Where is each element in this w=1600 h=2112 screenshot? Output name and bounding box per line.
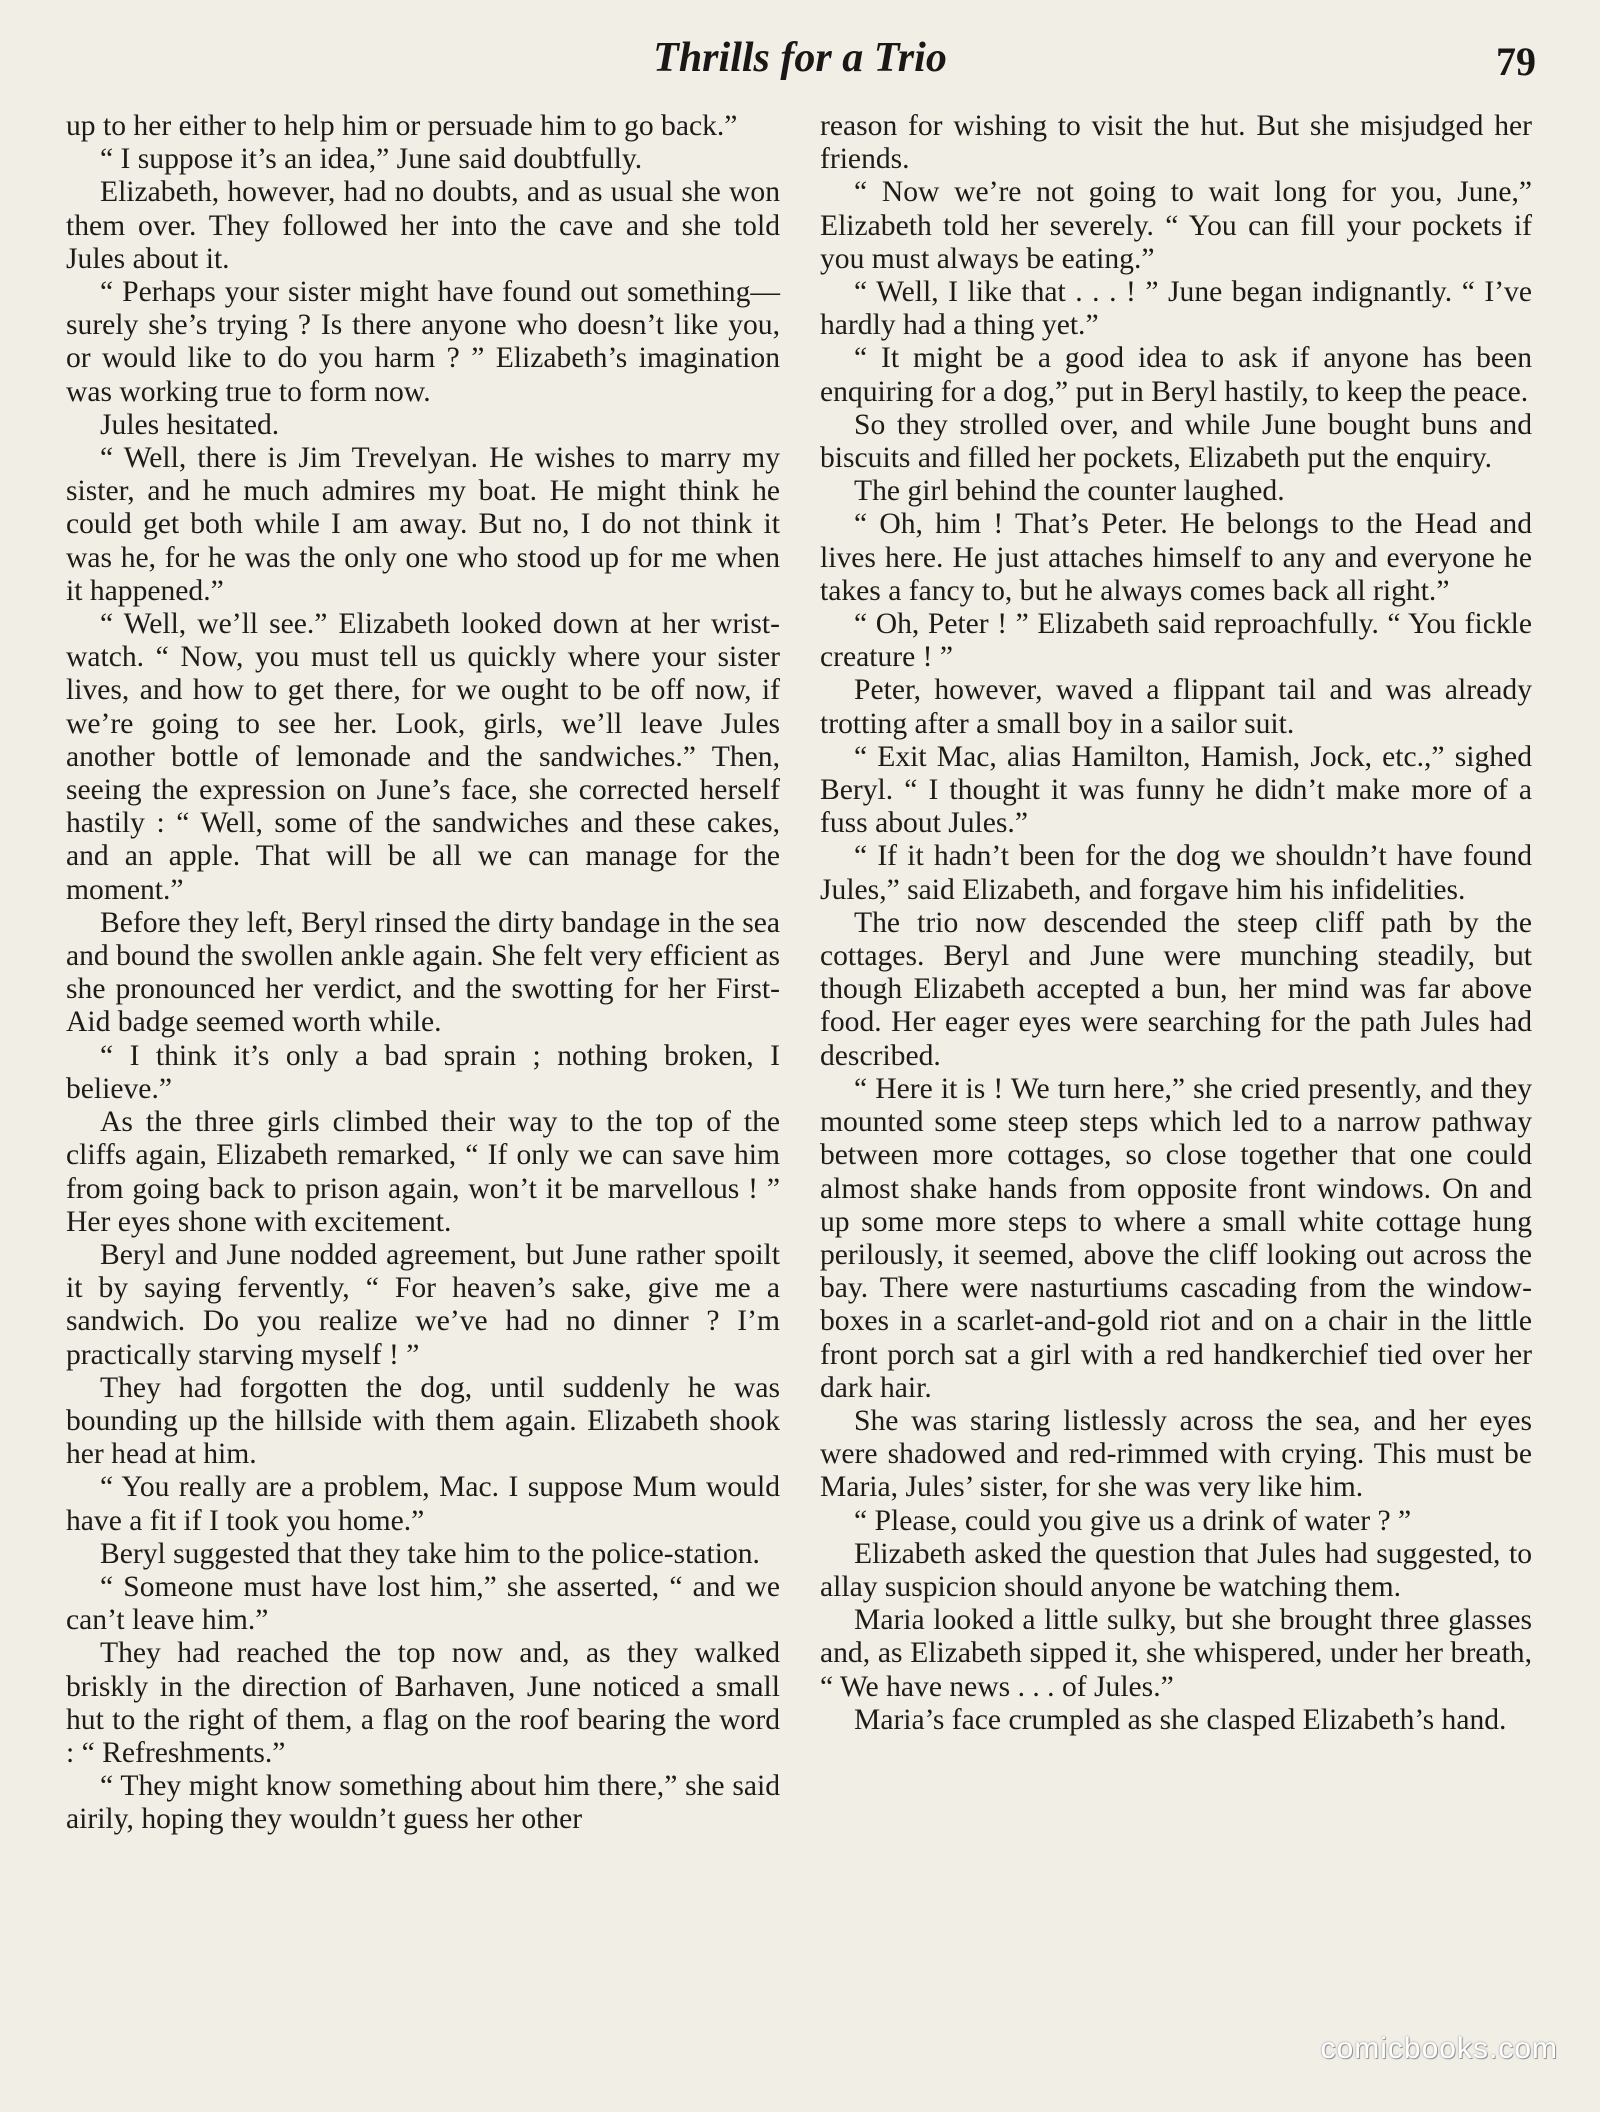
running-title: Thrills for a Trio <box>653 35 947 81</box>
paragraph: “ Please, could you give us a drink of water ? ” <box>854 1504 1412 1537</box>
paragraph: “ Now we’re not going to wait long for you, June,” Elizabeth told her severely. “ You can fill your pockets if you must always be eating.” <box>820 176 1532 275</box>
paragraph: “ Exit Mac, alias Hamilton, Hamish, Jock, etc.,” sighed Beryl. “ I thought it was funny he didn’t make more of a fuss about Jules.” <box>820 740 1532 840</box>
paragraph: “ I think it’s only a bad sprain ; nothing broken, I believe.” <box>66 1039 780 1105</box>
paragraph: The girl behind the counter laughed. <box>854 475 1285 508</box>
paragraph: Peter, however, waved a flippant tail and was already trotting after a small boy in a sailor suit. <box>820 674 1532 740</box>
paragraph: Beryl and June nodded agreement, but June rather spoilt it by saying fervently, “ For heaven’s sake, give me a sandwich. Do you realize we’ve had no dinner ? I’m practically starving myself ! ” <box>66 1238 780 1371</box>
paragraph: “ You really are a problem, Mac. I suppose Mum would have a fit if I took you home.” <box>66 1471 780 1537</box>
paragraph: She was staring listlessly across the sea, and her eyes were shadowed and red-rimmed with crying. This must be Maria, Jules’ sister, for she was very like him. <box>820 1404 1532 1504</box>
paragraph: Elizabeth, however, had no doubts, and as usual she won them over. They followed her into the cave and she told Jules about it. <box>66 176 780 275</box>
paragraph: “ Well, we’ll see.” Elizabeth looked down at her wrist-watch. “ Now, you must tell us quickly where your sister lives, and how to get there, for we ought to be off now, if we’re going to see her. Look, girls, we’ll leave Jules another bottle of lemonade and the sandwiches.” Then, seeing the expression on June’s face, she corrected herself hastily : “ Well, some of the sandwiches and these cakes, and an apple. That will be all we can manage for the moment.” <box>66 608 780 906</box>
paragraph: Maria’s face crumpled as she clasped Elizabeth’s hand. <box>854 1703 1507 1736</box>
paragraph: “ Perhaps your sister might have found out something—surely she’s trying ? Is there anyone who doesn’t like you, or would like to do you harm ? ” Elizabeth’s imagination was working true to form now. <box>66 276 780 408</box>
paragraph: As the three girls climbed their way to the top of the cliffs again, Elizabeth remarked, “ If only we can save him from going back to prison again, won’t it be marvellous ! ” Her eyes shone with excitement. <box>66 1106 780 1238</box>
paragraph: “ Well, there is Jim Trevelyan. He wishes to marry my sister, and he much admires my boat. He might think he could get both while I am away. But no, I do not think it was he, for he was the only one who stood up for me when it happened.” <box>66 442 780 607</box>
paragraph: “ Someone must have lost him,” she asserted, “ and we can’t leave him.” <box>66 1570 780 1637</box>
paragraph: Beryl suggested that they take him to the police-station. <box>100 1537 760 1570</box>
paragraph: The trio now descended the steep cliff path by the cottages. Beryl and June were munching steadily, but though Elizabeth accepted a bun, her mind was far above food. Her eager eyes were searching for the path Jules had described. <box>820 906 1532 1072</box>
paragraph: “ Here it is ! We turn here,” she cried presently, and they mounted some steep steps which led to a narrow pathway between more cottages, so close together that one could almost shake hands from opposite front windows. On and up some more steps to where a small white cottage hung perilously, it seemed, above the cliff looking out across the bay. There were nasturtiums cascading from the window-boxes in a scarlet-and-gold riot and on a chair in the little front porch sat a girl with a red handkerchief tied over her dark hair. <box>820 1072 1532 1404</box>
paragraph: They had forgotten the dog, until suddenly he was bounding up the hillside with them again. Elizabeth shook her head at him. <box>66 1371 780 1471</box>
paragraph: They had reached the top now and, as they walked briskly in the direction of Barhaven, June noticed a small hut to the right of them, a flag on the roof bearing the word : “ Refreshments.” <box>66 1637 780 1769</box>
watermark: comicbooks.com <box>1320 2032 1558 2065</box>
paragraph: “ They might know something about him there,” she said airily, hoping they wouldn’t guess her other <box>66 1770 780 1836</box>
paragraph: “ If it hadn’t been for the dog we shouldn’t have found Jules,” said Elizabeth, and forgave him his infidelities. <box>820 840 1532 906</box>
page-header <box>0 30 1600 90</box>
paragraph: “ I suppose it’s an idea,” June said doubtfully. <box>100 143 643 176</box>
paragraph: “ Oh, him ! That’s Peter. He belongs to the Head and lives here. He just attaches himself to any and everyone he takes a fancy to, but he always comes back all right.” <box>820 508 1532 607</box>
page-number: 79 <box>1496 39 1536 84</box>
paragraph: up to her either to help him or persuade him to go back.” <box>66 110 738 142</box>
paragraph: “ It might be a good idea to ask if anyone has been enquiring for a dog,” put in Beryl hastily, to keep the peace. <box>820 342 1532 408</box>
paragraph: Elizabeth asked the question that Jules had suggested, to allay suspicion should anyone be watching them. <box>820 1537 1532 1603</box>
paragraph: Jules hesitated. <box>100 408 280 441</box>
paragraph: Maria looked a little sulky, but she brought three glasses and, as Elizabeth sipped it, she whispered, under her breath, “ We have news . . . of Jules.” <box>820 1604 1532 1703</box>
right-column <box>820 110 1532 1737</box>
paragraph: So they strolled over, and while June bought buns and biscuits and filled her pockets, Elizabeth put the enquiry. <box>820 408 1532 475</box>
paragraph: “ Well, I like that . . . ! ” June began indignantly. “ I’ve hardly had a thing yet.” <box>820 276 1532 342</box>
paragraph: “ Oh, Peter ! ” Elizabeth said reproachfully. “ You fickle creature ! ” <box>820 608 1532 674</box>
paragraph: Before they left, Beryl rinsed the dirty bandage in the sea and bound the swollen ankle again. She felt very efficient as she pronounced her verdict, and the swotting for her First-Aid badge seemed worth while. <box>66 906 780 1039</box>
paragraph: reason for wishing to visit the hut. But she misjudged her friends. <box>820 110 1532 176</box>
left-column <box>66 110 780 1837</box>
